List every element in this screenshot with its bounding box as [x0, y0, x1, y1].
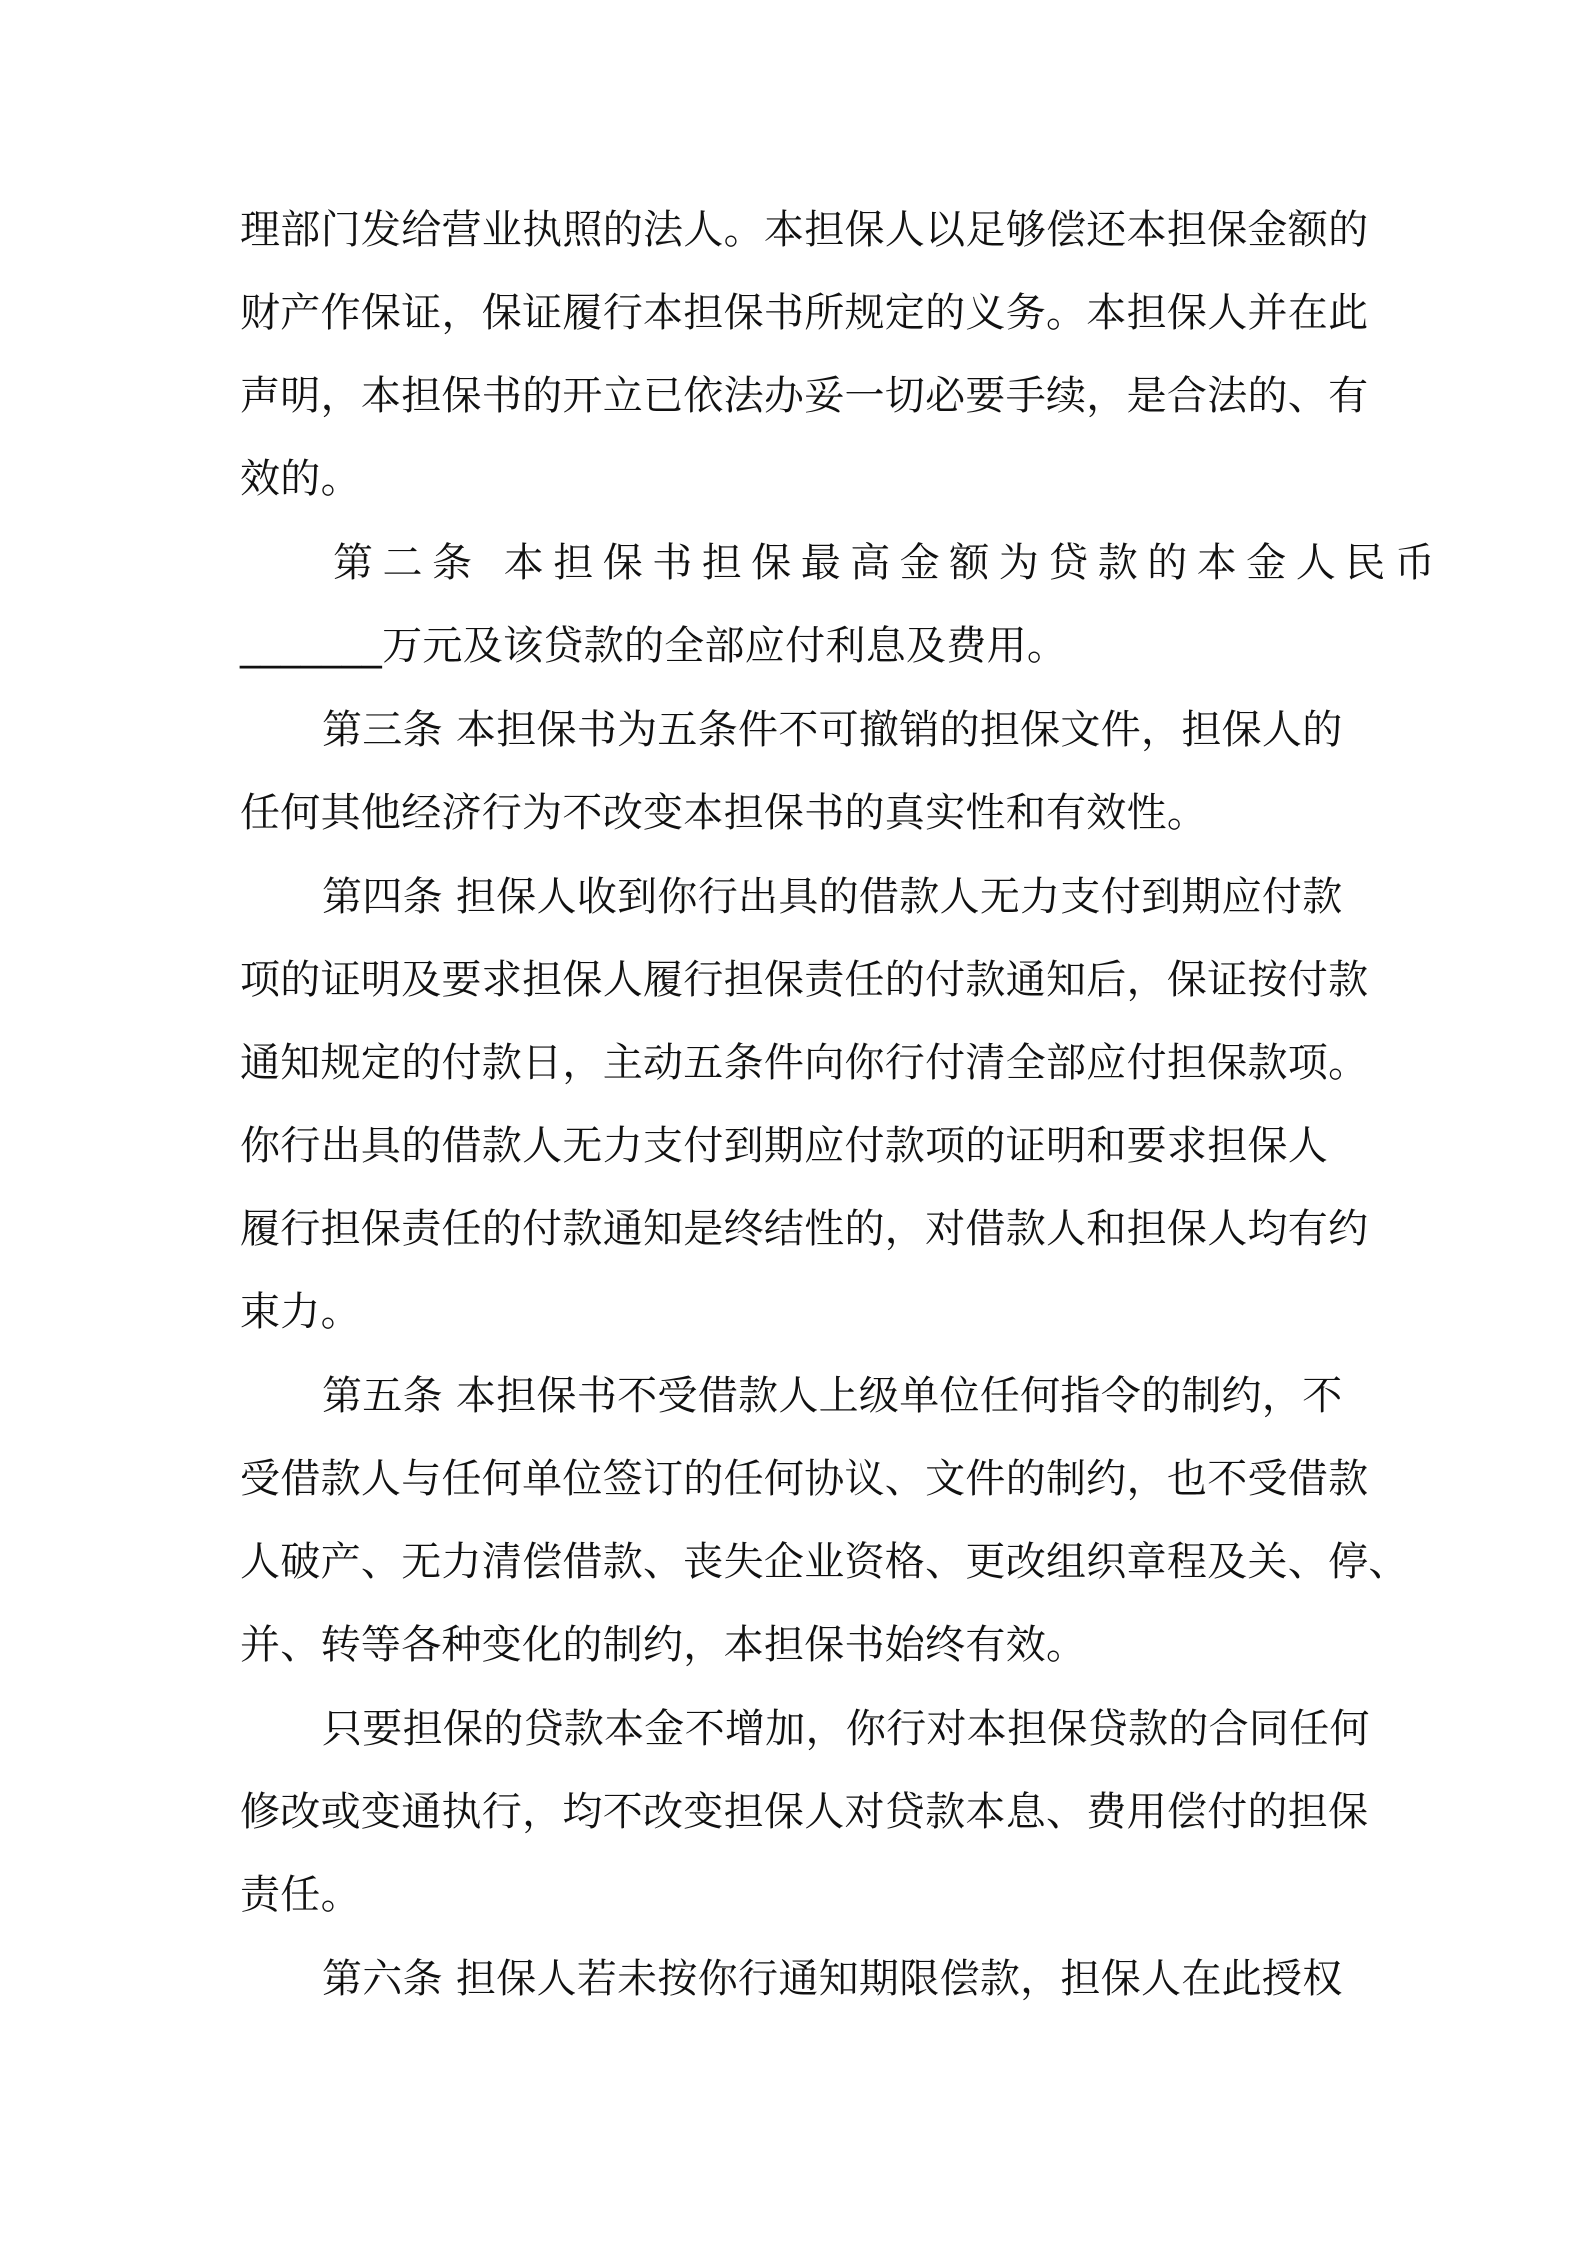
text-line: 责任。 [240, 1872, 361, 1918]
text-line: 任何其他经济行为不改变本担保书的真实性和有效性。 [240, 790, 1208, 836]
text-line: 声明，本担保书的开立已依法办妥一切必要手续，是合法的、有 [240, 373, 1369, 419]
article-heading-5: 第五条 本担保书不受借款人上级单位任何指令的制约，不 [322, 1373, 1343, 1419]
text-line: _______万元及该贷款的全部应付利息及费用。 [240, 623, 1068, 669]
article-heading-6: 第六条 担保人若未按你行通知期限偿款，担保人在此授权 [322, 1956, 1343, 2002]
text-line: 你行出具的借款人无力支付到期应付款项的证明和要求担保人 [240, 1123, 1329, 1169]
text-line: 修改或变通执行，均不改变担保人对贷款本息、费用偿付的担保 [240, 1789, 1369, 1835]
article-heading-4: 第四条 担保人收到你行出具的借款人无力支付到期应付款 [322, 874, 1343, 920]
text-line: 束力。 [240, 1289, 361, 1335]
text-line: 理部门发给营业执照的法人。本担保人以足够偿还本担保金额的 [240, 207, 1369, 253]
text-line: 项的证明及要求担保人履行担保责任的付款通知后，保证按付款 [240, 957, 1369, 1003]
text-line: 通知规定的付款日，主动五条件向你行付清全部应付担保款项。 [240, 1040, 1369, 1086]
text-line: 履行担保责任的付款通知是终结性的，对借款人和担保人均有约 [240, 1206, 1369, 1252]
text-line: 受借款人与任何单位签订的任何协议、文件的制约，也不受借款 [240, 1456, 1369, 1502]
article-heading-2: 第二条 本担保书担保最高金额为贷款的本金人民币 [333, 540, 1445, 586]
paragraph-start: 只要担保的贷款本金不增加，你行对本担保贷款的合同任何 [322, 1706, 1370, 1752]
text-line: 效的。 [240, 456, 361, 502]
text-line: 人破产、无力清偿借款、丧失企业资格、更改组织章程及关、停、 [240, 1539, 1409, 1585]
text-line: 并、转等各种变化的制约，本担保书始终有效。 [240, 1622, 1087, 1668]
text-line: 财产作保证，保证履行本担保书所规定的义务。本担保人并在此 [240, 290, 1369, 336]
article-heading-3: 第三条 本担保书为五条件不可撤销的担保文件，担保人的 [322, 707, 1343, 753]
